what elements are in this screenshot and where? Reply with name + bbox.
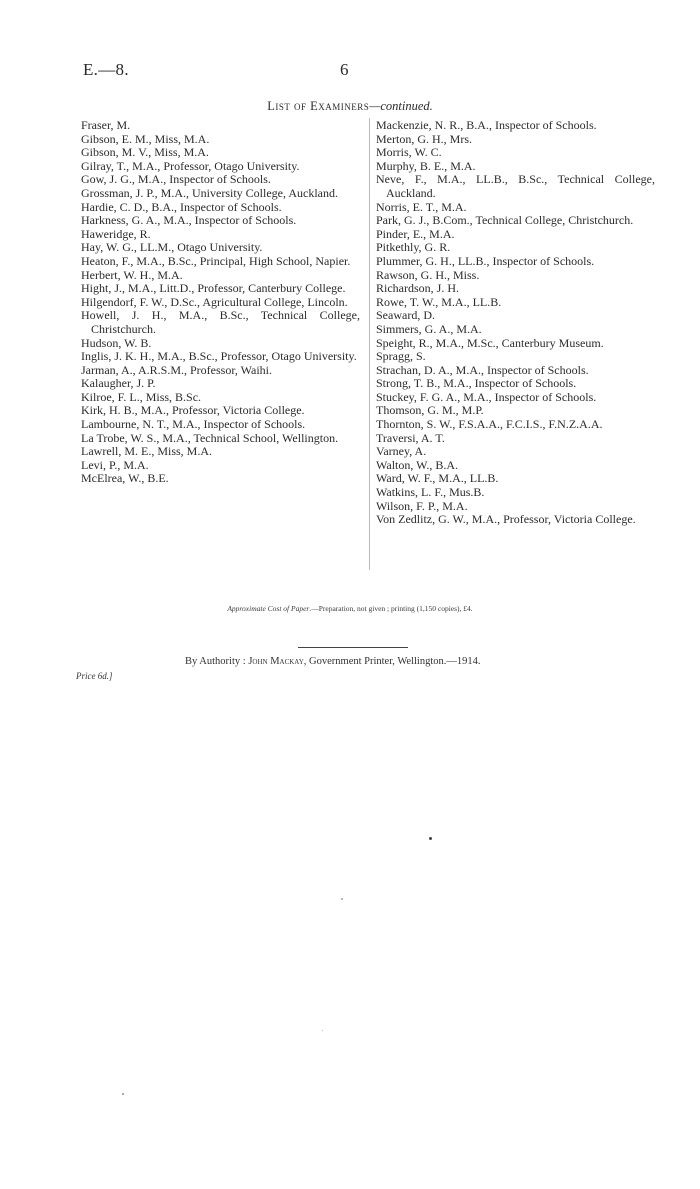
cost-note (0, 604, 700, 613)
examiner-entry: Hight, J., M.A., Litt.D., Professor, Canterbury College. (81, 281, 346, 296)
examiner-entry: Thornton, S. W., F.S.A.A., F.C.I.S., F.N.Z.A.A. (376, 417, 603, 432)
authority-line (185, 656, 481, 667)
cost-note-details: .—Preparation, not given ; printing (1,150 copies), £4. (309, 604, 473, 613)
examiner-entry: Hay, W. G., LL.M., Otago University. (81, 240, 263, 255)
examiner-entry: Grossman, J. P., M.A., University College, Auckland. (81, 185, 338, 200)
examiner-entry: Murphy, B. E., M.A. (376, 158, 476, 173)
price-label: Price 6d.] (76, 671, 113, 681)
examiner-entry: Strong, T. B., M.A., Inspector of Schools. (376, 376, 577, 391)
examiner-entry: La Trobe, W. S., M.A., Technical School, Wellington. (81, 430, 339, 445)
examiner-entry: Morris, W. C. (376, 145, 442, 160)
examiner-entry: Heaton, F., M.A., B.Sc., Principal, High School, Napier. (81, 253, 351, 268)
examiner-entry: Simmers, G. A., M.A. (376, 321, 482, 336)
examiner-entry: Gow, J. G., M.A., Inspector of Schools. (81, 172, 271, 187)
examiner-entry: Kilroe, F. L., Miss, B.Sc. (81, 389, 202, 404)
examiner-entry: Lambourne, N. T., M.A., Inspector of Schools. (81, 417, 306, 432)
examiner-entry: Stuckey, F. G. A., M.A., Inspector of Schools. (376, 389, 597, 404)
scan-speck (341, 898, 343, 900)
examiner-entry: Varney, A. (376, 444, 427, 459)
examiner-entry: Harkness, G. A., M.A., Inspector of Schools. (81, 213, 297, 228)
examiner-entry: Mackenzie, N. R., B.A., Inspector of Schools. (376, 118, 597, 132)
examiner-entry: Plummer, G. H., LL.B., Inspector of Schools. (376, 253, 595, 268)
examiner-entry: Neve, F., M.A., LL.B., B.Sc., Technical College, Auckland. (376, 172, 655, 200)
examiner-entry: Hudson, W. B. (81, 335, 152, 350)
scan-speck (322, 1030, 323, 1031)
examiner-entry: Lawrell, M. E., Miss, M.A. (81, 444, 212, 459)
examiner-entry: Hardie, C. D., B.A., Inspector of Schools. (81, 199, 282, 214)
section-title (0, 99, 700, 114)
examiner-entry: Richardson, J. H. (376, 281, 459, 296)
examiner-entry: Hilgendorf, F. W., D.Sc., Agricultural College, Lincoln. (81, 294, 348, 309)
examiner-entry: Rawson, G. H., Miss. (376, 267, 480, 282)
examiner-entry: Inglis, J. K. H., M.A., B.Sc., Professor, Otago University. (81, 349, 357, 364)
section-title-main: List of Examiners (267, 99, 370, 113)
page-number: 6 (340, 60, 349, 79)
examiner-entry: Park, G. J., B.Com., Technical College, Christchurch. (376, 213, 634, 228)
cost-note-label: Approximate Cost of Paper (227, 604, 310, 613)
examiner-entry: Speight, R., M.A., M.Sc., Canterbury Museum. (376, 335, 604, 350)
examiner-entry: Thomson, G. M., M.P. (376, 403, 484, 418)
examiner-entry: Fraser, M. (81, 118, 131, 132)
examiner-entry: Pitkethly, G. R. (376, 240, 451, 255)
examiner-entry: Wilson, F. P., M.A. (376, 498, 468, 513)
examiner-entry: Pinder, E., M.A. (376, 226, 455, 241)
examiner-entry: Gibson, M. V., Miss, M.A. (81, 145, 209, 160)
examiner-entry: Gibson, E. M., Miss, M.A. (81, 131, 210, 146)
section-title-suffix: —continued. (369, 99, 433, 113)
examiner-entry: Kalaugher, J. P. (81, 376, 156, 391)
examiner-entry: Watkins, L. F., Mus.B. (376, 485, 485, 500)
page-id: E.—8. (83, 60, 129, 79)
authority-prefix: By Authority : (185, 656, 246, 667)
scan-speck (122, 1093, 124, 1095)
examiner-entry: Seaward, D. (376, 308, 435, 323)
authority-suffix: , Government Printer, Wellington.—1914. (303, 656, 481, 667)
examiner-entry: Kirk, H. B., M.A., Professor, Victoria College. (81, 403, 305, 418)
examiner-entry: Howell, J. H., M.A., B.Sc., Technical College, Christchurch. (81, 308, 360, 336)
footer-rule (298, 647, 408, 648)
examiners-right-column (376, 119, 655, 527)
scan-speck (429, 837, 432, 840)
examiner-entry: Merton, G. H., Mrs. (376, 131, 472, 146)
examiner-entry: McElrea, W., B.E. (81, 471, 169, 486)
examiner-entry: Levi, P., M.A. (81, 457, 149, 472)
examiner-entry: Traversi, A. T. (376, 430, 445, 445)
examiner-entry: Haweridge, R. (81, 226, 151, 241)
examiner-entry: Rowe, T. W., M.A., LL.B. (376, 294, 502, 309)
examiner-entry: Strachan, D. A., M.A., Inspector of Schools. (376, 362, 589, 377)
examiner-entry: Herbert, W. H., M.A. (81, 267, 183, 282)
examiner-entry: Von Zedlitz, G. W., M.A., Professor, Victoria College. (376, 512, 636, 527)
printer-name: John Mackay (248, 656, 304, 667)
examiner-entry: Spragg, S. (376, 349, 426, 364)
examiner-entry: Jarman, A., A.R.S.M., Professor, Waihi. (81, 362, 272, 377)
examiners-left-column (81, 119, 360, 486)
examiner-entry: Gilray, T., M.A., Professor, Otago University. (81, 158, 300, 173)
examiner-entry: Norris, E. T., M.A. (376, 199, 467, 214)
examiner-entry: Ward, W. F., M.A., LL.B. (376, 471, 499, 486)
column-divider (369, 118, 370, 570)
examiner-entry: Walton, W., B.A. (376, 457, 459, 472)
